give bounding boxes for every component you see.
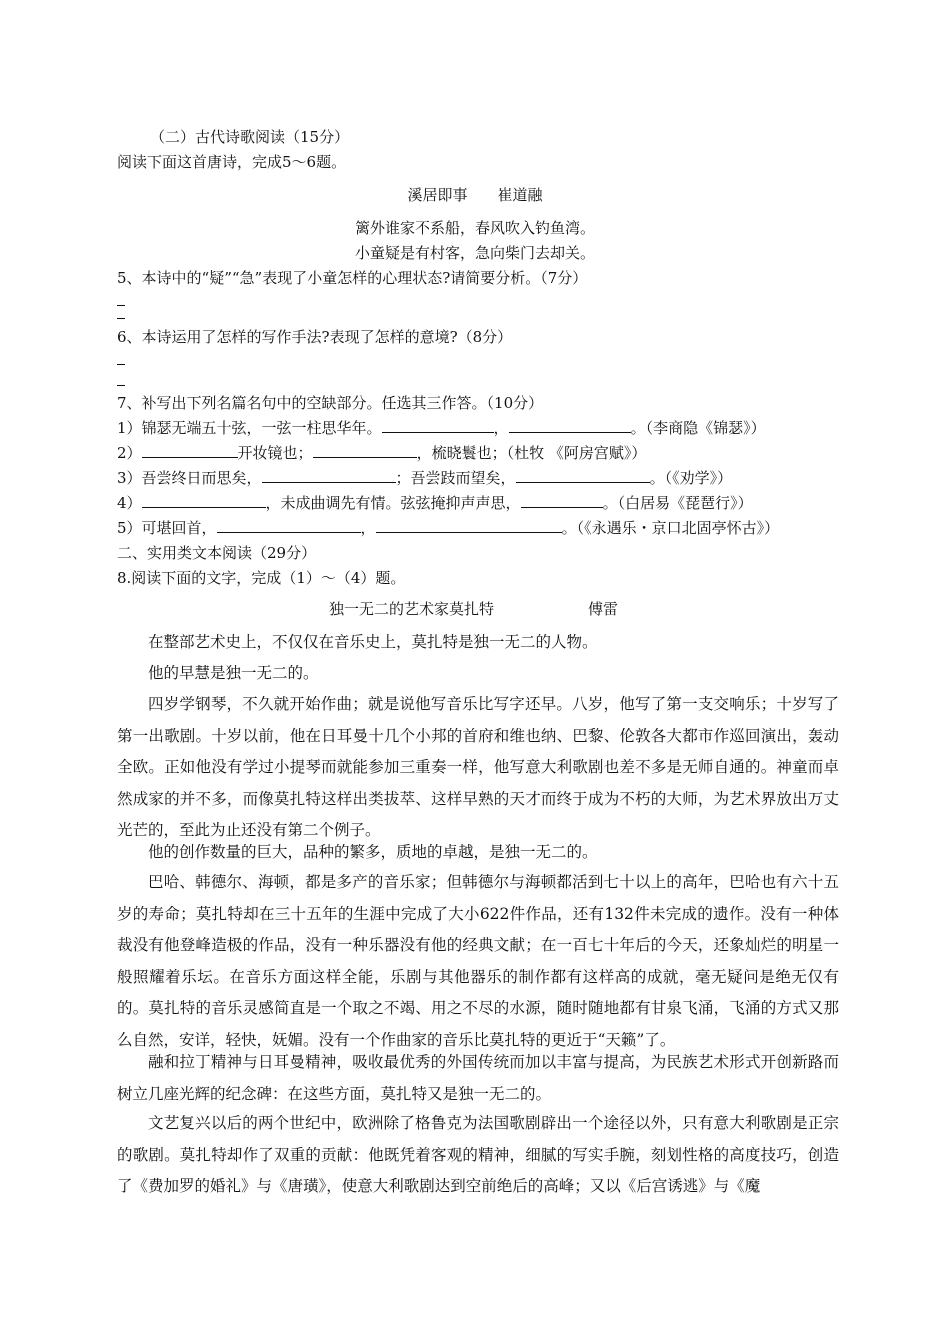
fill-item-5: 5）可堪回首， ， 。（《永遇乐・京口北固亭怀古》） bbox=[117, 519, 780, 537]
article-title: 独一无二的艺术家莫扎特 bbox=[329, 600, 495, 618]
fill-blank[interactable] bbox=[262, 468, 396, 483]
fill-blank[interactable] bbox=[382, 418, 494, 433]
article-paragraph-2: 他的早慧是独一无二的。 bbox=[148, 664, 319, 682]
fill-blank[interactable] bbox=[142, 493, 266, 508]
fill-blank[interactable] bbox=[217, 518, 361, 533]
fill-blank[interactable] bbox=[142, 443, 238, 458]
question-5: 5、本诗中的“疑”“急”表现了小童怎样的心理状态?请简要分析。（7分） bbox=[117, 269, 588, 287]
instruction: 阅读下面这首唐诗，完成5～6题。 bbox=[117, 153, 347, 171]
fill-item-4: 4） ，未成曲调先有情。弦弦掩抑声声思， 。（白居易《琵琶行》） bbox=[117, 494, 753, 512]
answer-line[interactable] bbox=[117, 305, 125, 306]
poem-line-2: 小童疑是有村客，急向柴门去却关。 bbox=[354, 244, 595, 262]
article-paragraph-4: 他的创作数量的巨大，品种的繁多，质地的卓越，是独一无二的。 bbox=[148, 843, 598, 861]
fill-blank[interactable] bbox=[376, 518, 562, 533]
poem-title: 溪居即事 bbox=[407, 186, 468, 204]
question-6: 6、本诗运用了怎样的写作手法?表现了怎样的意境?（8分） bbox=[117, 328, 513, 346]
fill-blank[interactable] bbox=[313, 443, 417, 458]
fill-blank[interactable] bbox=[521, 493, 603, 508]
answer-line[interactable] bbox=[117, 318, 125, 319]
answer-line[interactable] bbox=[117, 364, 125, 365]
poem-author: 崔道融 bbox=[497, 186, 543, 204]
article-paragraph-6: 融和拉丁精神与日耳曼精神，吸收最优秀的外国传统而加以丰富与提高，为民族艺术形式开创新路而树立几座光辉的纪念碑：在这些方面，莫扎特又是独一无二的。 bbox=[117, 1053, 839, 1103]
poem-heading bbox=[0, 185, 950, 205]
answer-line[interactable] bbox=[117, 385, 125, 386]
fill-item-1: 1）锦瑟无端五十弦，一弦一柱思华年。 ， 。（李商隐《锦瑟》） bbox=[117, 419, 766, 437]
fill-item-2: 2） 开妆镜也； ，梳晓鬟也；（杜牧 《阿房宫赋》） bbox=[117, 444, 647, 462]
fill-blank[interactable] bbox=[509, 418, 631, 433]
article-paragraph-7: 文艺复兴以后的两个世纪中，欧洲除了格鲁克为法国歌剧辟出一个途径以外，只有意大利歌剧是正宗的歌剧。莫扎特却作了双重的贡献：他既凭着客观的精神，细腻的写实手腕，刻划性格的高度技巧，创造了《费加罗的婚礼》与《唐璜》，使意大利歌剧达到空前绝后的高峰；又以《后宫诱逃》与《魔 bbox=[117, 1114, 839, 1195]
article-paragraph-5: 巴哈、韩德尔、海顿，都是多产的音乐家；但韩德尔与海顿都活到七十以上的高年，巴哈也有六十五岁的寿命；莫扎特却在三十五年的生涯中完成了大小622件作品，还有132件未完成的遗作。没有一种体裁没有他登峰造极的作品，没有一种乐器没有他的经典文献；在一百七十年后的今天，还象灿烂的明星一般照耀着乐坛。在音乐方面这样全能，乐剧与其他器乐的制作都有这样高的成就，毫无疑问是绝无仅有的。莫扎特的音乐灵感简直是一个取之不竭、用之不尽的水源，随时随地都有甘泉飞涌，飞涌的方式又那么自然，安详，轻快，妩媚。没有一个作曲家的音乐比莫扎特的更近于“天籁”了。 bbox=[117, 873, 839, 1049]
article-paragraph-3: 四岁学钢琴，不久就开始作曲；就是说他写音乐比写字还早。八岁，他写了第一支交响乐；十岁写了第一出歌剧。十岁以前，他在日耳曼十几个小邦的首府和维也纳、巴黎、伦敦各大都市作巡回演出，轰动全欧。正如他没有学过小提琴而就能参加三重奏一样，他写意大利歌剧也差不多是无师自通的。神童而卓然成家的并不多，而像莫扎特这样出类拔萃、这样早熟的天才而终于成为不朽的大师，为艺术界放出万丈光芒的，至此为止还没有第二个例子。 bbox=[117, 695, 839, 839]
question-7: 7、补写出下列名篇名句中的空缺部分。任选其三作答。（10分） bbox=[117, 394, 544, 412]
section-title: （二）古代诗歌阅读（15分） bbox=[150, 128, 350, 146]
question-8: 8.阅读下面的文字，完成（1）～（4）题。 bbox=[117, 569, 406, 587]
fill-blank[interactable] bbox=[516, 468, 650, 483]
article-paragraph-1: 在整部艺术史上，不仅仅在音乐史上，莫扎特是独一无二的人物。 bbox=[148, 633, 598, 651]
part2-title: 二、实用类文本阅读（29分） bbox=[117, 544, 317, 562]
poem-line-1: 篱外谁家不系船，春风吹入钓鱼湾。 bbox=[354, 219, 595, 237]
fill-item-3: 3）吾尝终日而思矣， ；吾尝跂而望矣， 。（《劝学》） bbox=[117, 469, 733, 487]
article-author: 傅雷 bbox=[588, 600, 619, 618]
